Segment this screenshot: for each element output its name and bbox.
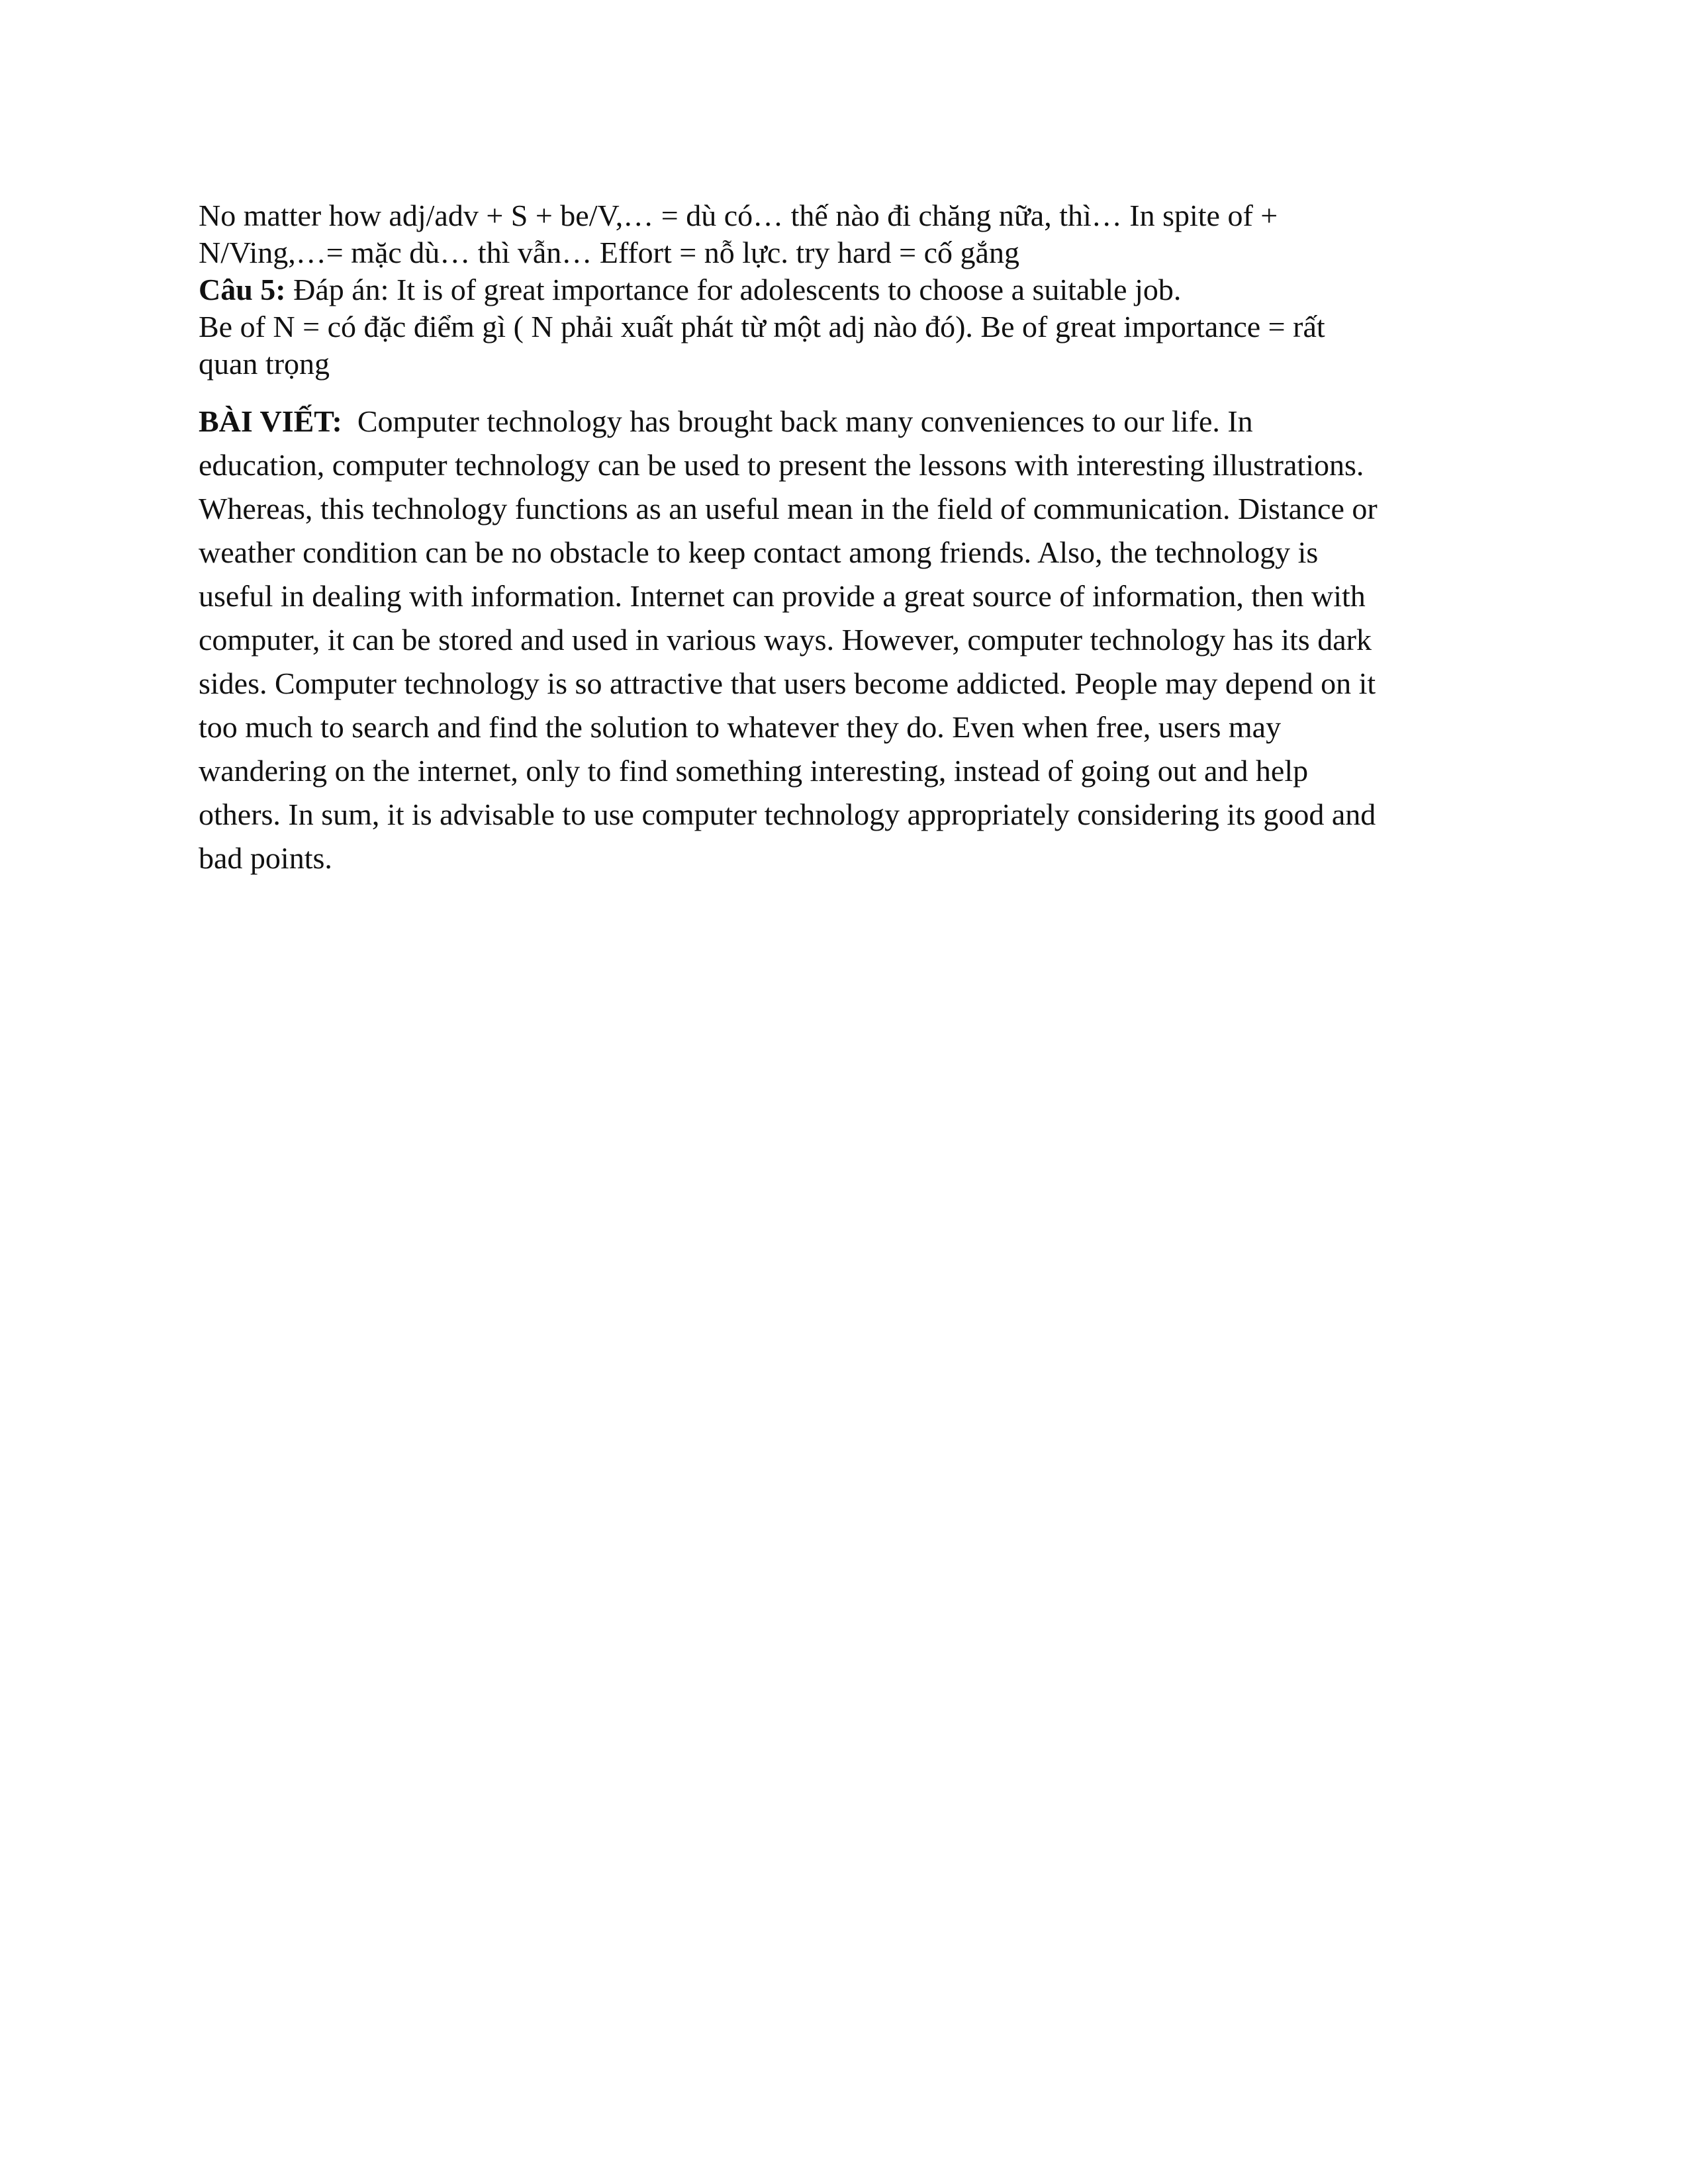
notes-line-2: N/Ving,…= mặc dù… thì vẫn… Effort = nỗ lực. try hard = cố gắng (199, 236, 1019, 269)
cau5-line (199, 271, 1489, 308)
notes-line-1: No matter how adj/adv + S + be/V,… = dù có… thế nào đi chăng nữa, thì… In spite of + (199, 199, 1278, 232)
essay-line: others. In sum, it is advisable to use computer technology appropriately considering its good and (199, 797, 1376, 831)
essay-line: Whereas, this technology functions as an useful mean in the field of communication. Distance or (199, 492, 1378, 525)
cau5-label: Câu 5: (199, 273, 286, 306)
essay-label: BÀI VIẾT: (199, 404, 342, 438)
essay-line (199, 400, 1489, 443)
document-page (199, 197, 1489, 880)
essay-line: bad points. (199, 841, 332, 875)
essay-line: education, computer technology can be used to present the lessons with interesting illustrations. (199, 448, 1364, 482)
essay-line: useful in dealing with information. Internet can provide a great source of information, then with (199, 579, 1366, 613)
essay-line: weather condition can be no obstacle to keep contact among friends. Also, the technology is (199, 535, 1319, 569)
essay-line: too much to search and find the solution to whatever they do. Even when free, users may (199, 710, 1282, 744)
cau5-answer: Đáp án: It is of great importance for adolescents to choose a suitable job. (285, 273, 1182, 306)
essay-line-text: Computer technology has brought back many conveniences to our life. In (357, 404, 1253, 438)
essay-line: computer, it can be stored and used in various ways. However, computer technology has its dark (199, 623, 1372, 657)
essay-paragraph (199, 400, 1489, 880)
notes-line-5: quan trọng (199, 347, 330, 381)
essay-line: sides. Computer technology is so attractive that users become addicted. People may depend on it (199, 666, 1376, 700)
notes-line-4: Be of N = có đặc điểm gì ( N phải xuất phát từ một adj nào đó). Be of great importance = rất (199, 310, 1325, 343)
essay-line: wandering on the internet, only to find something interesting, instead of going out and help (199, 754, 1309, 788)
